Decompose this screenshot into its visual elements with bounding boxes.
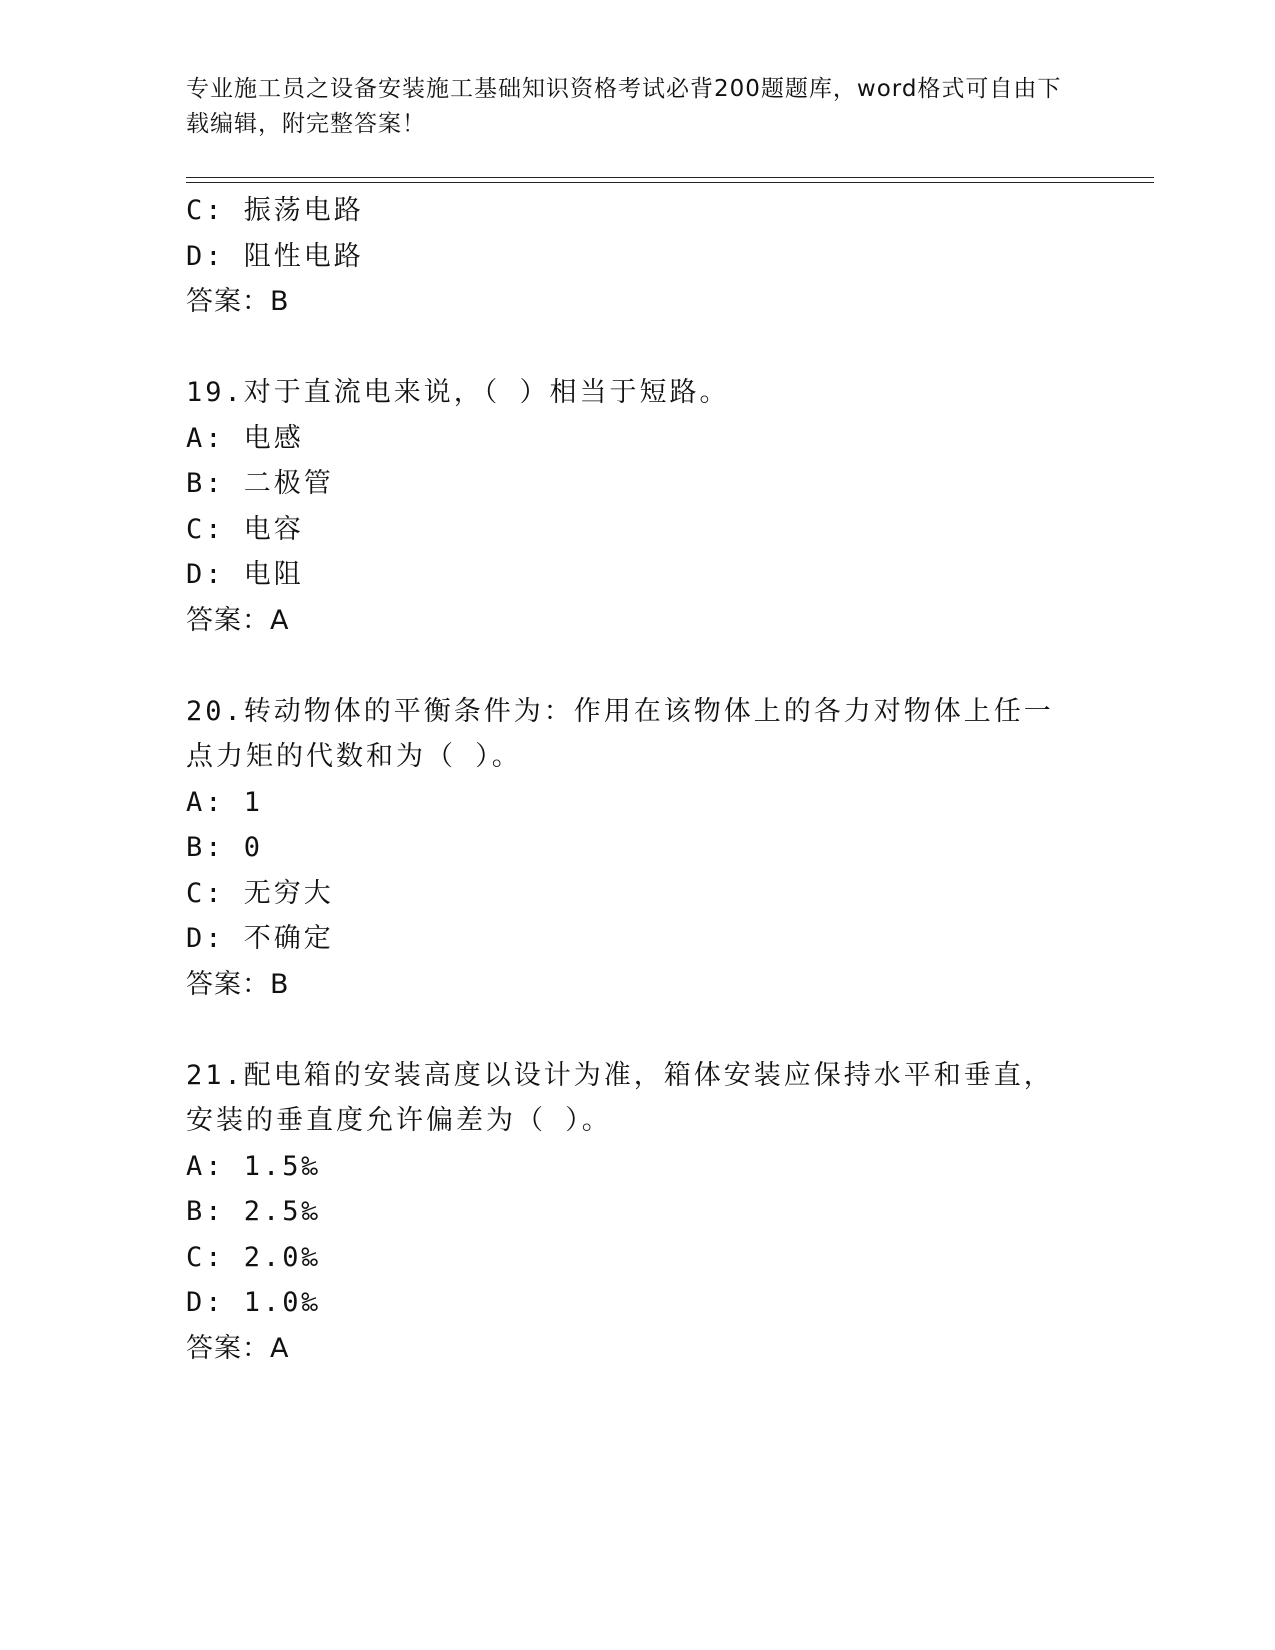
option-d: D: 阻性电路 bbox=[186, 240, 364, 272]
answer: 答案：B bbox=[186, 968, 290, 1000]
spacer bbox=[186, 643, 1086, 689]
document-header: 专业施工员之设备安装施工基础知识资格考试必背200题题库，word格式可自由下载编辑，附完整答案！ bbox=[186, 76, 1062, 137]
question-stem: 20.转动物体的平衡条件为：作用在该物体上的各力对物体上任一点力矩的代数和为（ ）。 bbox=[186, 695, 1054, 772]
option-d: D: 电阻 bbox=[186, 559, 304, 590]
option-c: C: 电容 bbox=[186, 513, 304, 545]
option-c: C: 振荡电路 bbox=[186, 195, 364, 226]
question-18-continued bbox=[186, 188, 1086, 325]
question-20 bbox=[186, 689, 1086, 1008]
option-c: C: 无穷大 bbox=[186, 877, 334, 909]
option-c: C: 2.0‰ bbox=[186, 1241, 321, 1273]
spacer bbox=[186, 1007, 1086, 1053]
option-a: A: 电感 bbox=[186, 422, 304, 454]
option-d: D: 1.0‰ bbox=[186, 1287, 321, 1318]
answer: 答案：B bbox=[186, 286, 290, 317]
question-19 bbox=[186, 370, 1086, 643]
option-d: D: 不确定 bbox=[186, 923, 334, 954]
option-b: B: 2.5‰ bbox=[186, 1196, 321, 1227]
answer: 答案：A bbox=[186, 1332, 290, 1364]
header-rule-top bbox=[186, 177, 1154, 178]
option-b: B: 二极管 bbox=[186, 468, 334, 499]
question-21 bbox=[186, 1053, 1086, 1372]
answer: 答案：A bbox=[186, 604, 290, 636]
header-rule-bottom bbox=[186, 182, 1154, 183]
question-list bbox=[186, 188, 1086, 1371]
option-a: A: 1 bbox=[186, 786, 264, 818]
option-b: B: 0 bbox=[186, 832, 264, 863]
option-a: A: 1.5‰ bbox=[186, 1150, 321, 1182]
spacer bbox=[186, 325, 1086, 371]
question-stem: 19.对于直流电来说，（ ）相当于短路。 bbox=[186, 377, 730, 408]
question-stem: 21.配电箱的安装高度以设计为准，箱体安装应保持水平和垂直，安装的垂直度允许偏差为（ ）。 bbox=[186, 1059, 1054, 1136]
